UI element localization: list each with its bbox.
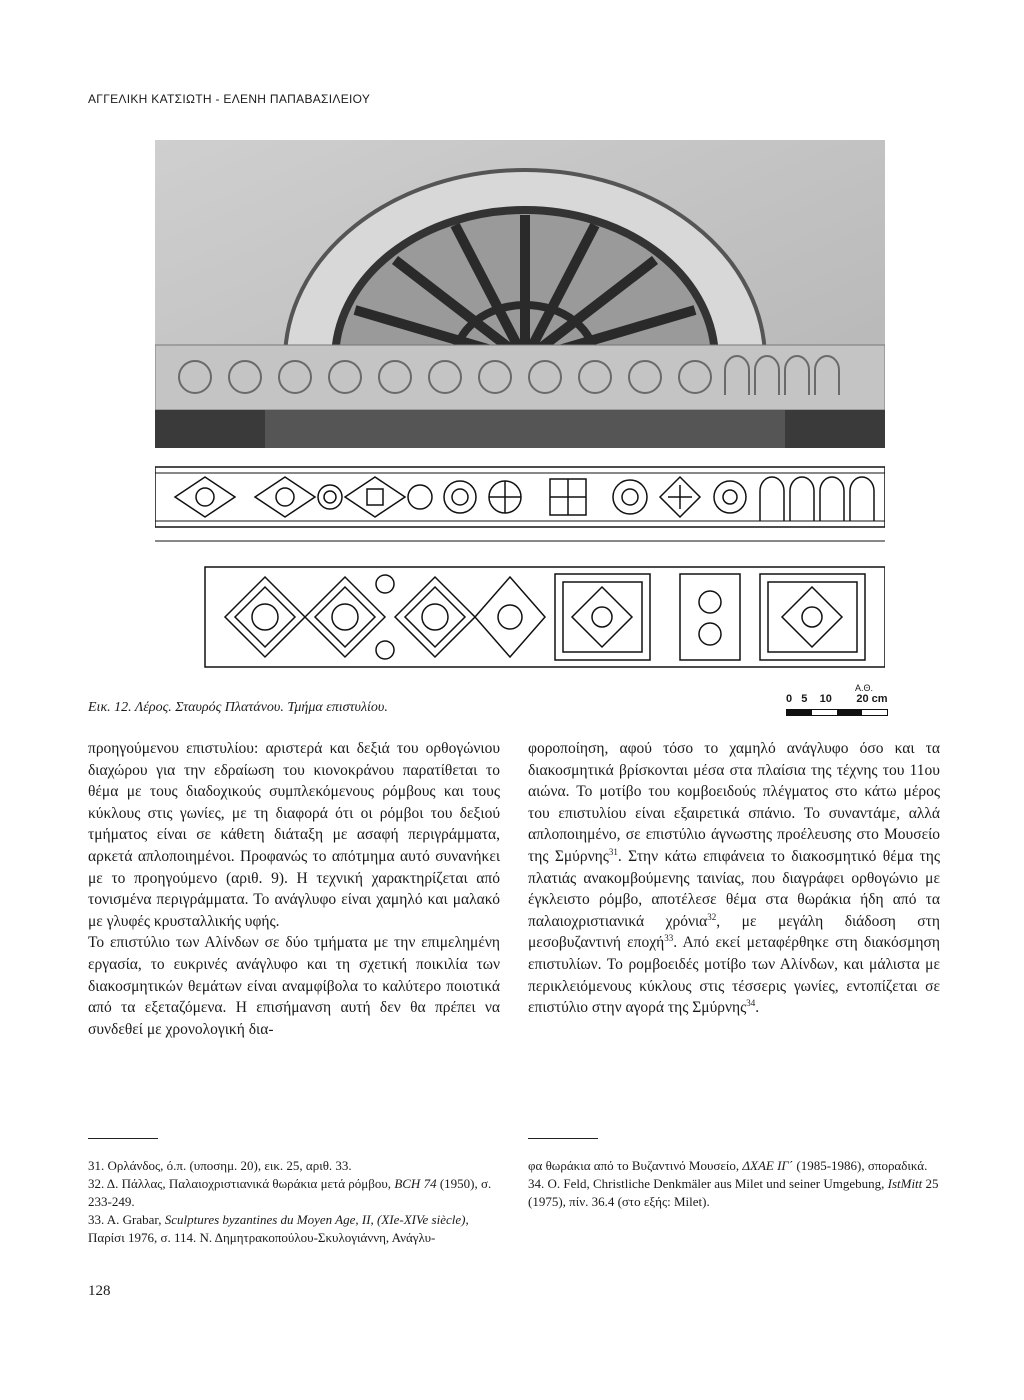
figure-caption: Εικ. 12. Λέρος. Σταυρός Πλατάνου. Τμήμα επιστυλίου. [88,700,388,715]
footnote-ref: 32 [707,911,717,922]
text-run: . Από εκεί μεταφέρθηκε στη διακόσμηση επιστυλίων. Το ρομβοειδές μοτίβο των Αλίνδων, και μάλιστα με περικλειόμενους κύκλους στις τέσσερις γωνίες, εντοπίζεται σε επιστύλιο στην αγορά της Σμύρνης [528,934,940,1017]
text-run: 32. Δ. Πάλλας, Παλαιοχριστιανικά θωράκια μετά ρόμβου, [88,1176,395,1191]
footnote-33 [88,1211,508,1247]
text-run: φα θωράκια από το Βυζαντινό Μουσείο, [528,1158,743,1173]
footnote-34 [528,1175,948,1211]
scale-bar-graphic [786,709,888,716]
footnote-rule-right [528,1138,598,1139]
paragraph: προηγούμενου επιστυλίου: αριστερά και δεξιά του ορθογώνιου διαχώρου για την εδραίωση του κιονοκράνου παρατίθεται το θέμα με τους διαδοχικούς συμπλεκόμενους ρόμβους και τους κύκλους στις γωνίες, με τη διαφορά ότι οι ρόμβοι του δεξιού τμήματος είναι σε κάθετη διάταξη με ασαφή περιγράμματα, αρκετά απλοποιημένοι. Προφανώς το απότμημα αυτό συνανήκει με το προηγούμενο (αριθ. 9). Η τεχνική χαρακτηρίζεται από τονισμένα περιγράμματα. Το ανάγλυφο είναι χαμηλό και μαλακό με γλυφές κρυσταλλικής υφής. [88,740,500,930]
scale-label-0: 0 [786,693,793,705]
paragraph: Το επιστύλιο των Αλίνδων σε δύο τμήματα με την επιμελημένη εργασία, το ευκρινές ανάγλυφο και τη σχετική ποικιλία των διακοσμητικών θεμάτων είναι αναμφίβολα το καλύτερο ποιοτικά από τα εξεταζόμενα. Η επισήμανση αυτή δεν θα πρέπει να συνδεθεί με χρονολογική δια- [88,934,500,1038]
paragraph [528,738,940,1019]
text-run: (1985-1986), σποραδικά. [793,1158,928,1173]
text-run: 25 (1975), πίν. 36.4 (στο εξής: Milet). [528,1176,939,1209]
footnotes-left [88,1157,508,1247]
text-run: , Παρίσι 1976, σ. 114. Ν. Δημητρακοπούλου-Σκυλογιάννη, Ανάγλυ- [88,1212,469,1245]
footnote-ref: 31 [608,846,618,857]
footnotes-right [528,1157,948,1211]
text-run: , με μεγάλη διάδοση στη μεσοβυζαντινή εποχή [528,912,940,952]
book-title: Sculptures byzantines du Moyen Age, II, (XIe-XIVe siècle) [164,1212,466,1227]
running-header: ΑΓΓΕΛΙΚΗ ΚΑΤΣΙΩΤΗ - ΕΛΕΝΗ ΠΑΠΑΒΑΣΙΛΕΙΟΥ [88,92,371,106]
page-number: 128 [88,1283,111,1299]
text-run: 34. O. Feld, Christliche Denkmäler aus Milet und seiner Umgebung, [528,1176,888,1191]
footnote-ref: 34 [746,997,756,1008]
footnote-32 [88,1175,508,1211]
journal-title: BCH 74 [394,1176,437,1191]
footnote-33-continued [528,1157,948,1175]
lintel-underside-drawing [155,562,885,670]
text-run: . [755,999,760,1017]
lintel-front-drawing [155,457,885,549]
scale-label-10: 10 [819,693,832,705]
text-run: . Στην κάτω επιφάνεια το διακοσμητικό θέμα της πλατιάς ανακομβούμενης ταινίας, που διαγράφει ορθογώνιο με έγκλειστο ρόμβο, αποτέλεσε θέμα στα θωράκια ήδη από τα παλαιοχριστιανικά χρόνια [528,847,940,930]
scale-label-20: 20 cm [856,693,888,705]
journal-title: ΔΧΑΕ ΙΓ΄ [742,1158,794,1173]
journal-title: IstMitt [887,1176,923,1191]
text-run: 33. A. Grabar, [88,1212,165,1227]
body-column-left [88,738,500,1040]
text-run: φοροποίηση, αφού τόσο το χαμηλό ανάγλυφο όσο και τα διακοσμητικά βρίσκονται μέσα στα πλαίσια της τέχνης του 11ου αιώνα. Το μοτίβο του κομβοειδούς πλέγματος στο κάτω μέρος του επιστυλίου είναι εξαιρετικά σπάνιο. Το συναντάμε, αλλά απλοποιημένο, σε επιστύλιο άγνωστης προέλευσης στο Μουσείο της Σμύρνης [528,740,940,865]
scale-label-5: 5 [801,693,808,705]
scale-bar [786,693,906,723]
footnote-31: 31. Ορλάνδος, ό.π. (υποσημ. 20), εικ. 25, αριθ. 33. [88,1158,352,1173]
footnote-ref: 33 [664,933,674,944]
body-column-right [528,738,940,1019]
lintel-photograph [155,140,885,448]
drawing-initials: Α.Θ. [855,683,874,693]
text-run: (1950), σ. 233-249. [88,1176,492,1209]
footnote-rule-left [88,1138,158,1139]
